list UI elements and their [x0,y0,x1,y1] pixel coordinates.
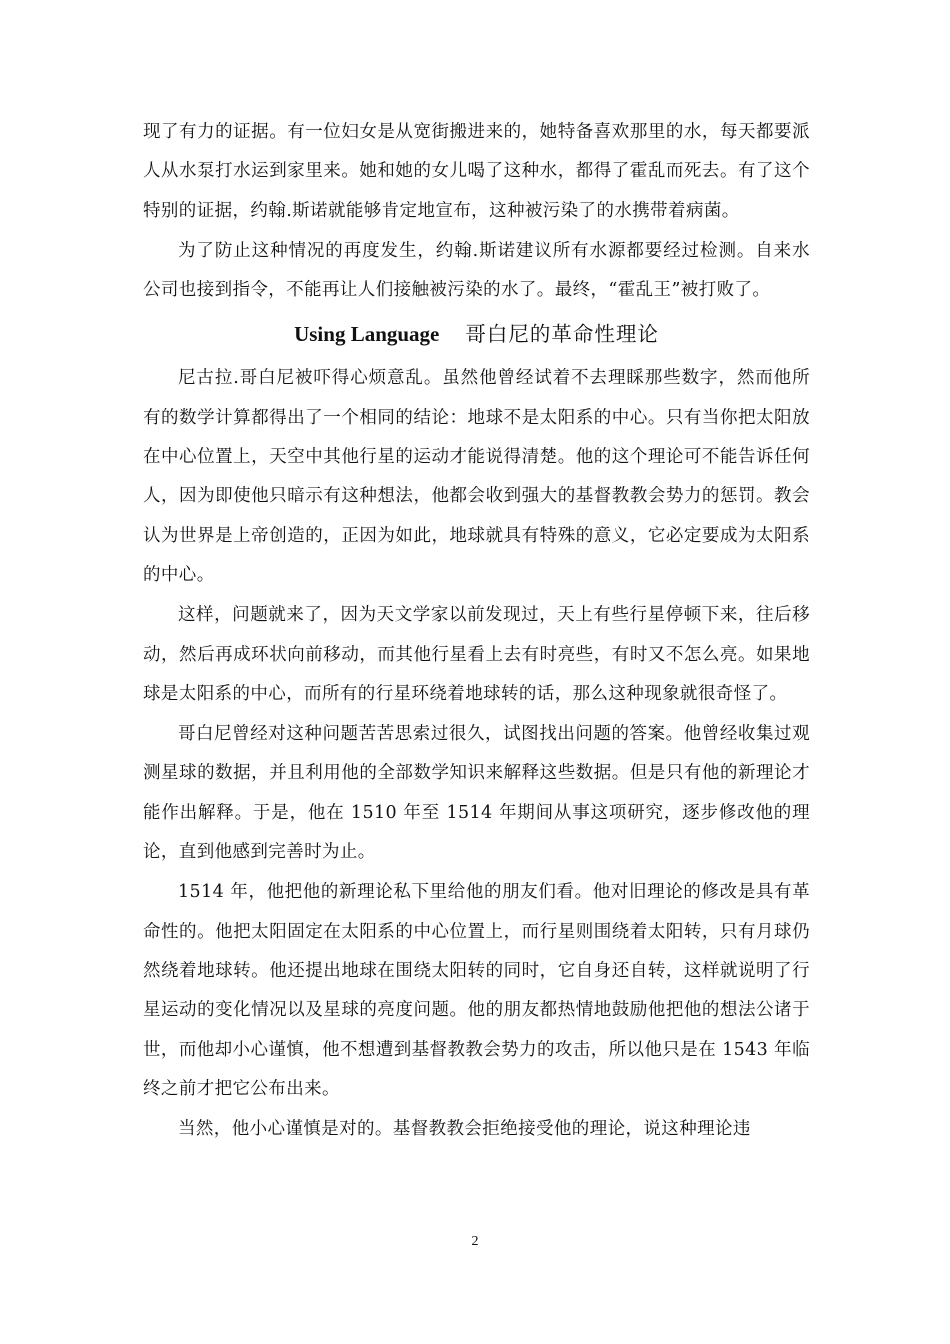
section-heading [143,312,810,356]
section-heading-chinese: 哥白尼的革命性理论 [465,322,659,347]
paragraph-water-testing: 为了防止这种情况的再度发生，约翰.斯诺建议所有水源都要经过检测。自来水公司也接到指令，不能再让人们接触被污染的水了。最终，“霍乱王”被打败了。 [143,240,810,301]
section-heading-english: Using Language [294,322,440,347]
paragraph-cholera-evidence: 现了有力的证据。有一位妇女是从宽街搬进来的，她特备喜欢那里的水，每天都要派人从水泵打水运到家里来。她和她的女儿喝了这种水，都得了霍乱而死去。有了这个特别的证据，约翰.斯诺就能够肯定地宣布，这种被污染了的水携带着病菌。 [143,122,810,221]
paragraph-copernicus-intro: 尼古拉.哥白尼被吓得心烦意乱。虽然他曾经试着不去理睬那些数字，然而他所有的数学计算都得出了一个相同的结论：地球不是太阳系的中心。只有当你把太阳放在中心位置上，天空中其他行星的运动才能说得清楚。他的这个理论可不能告诉任何人，因为即使他只暗示有这种想法，他都会收到强大的基督教教会势力的惩罚。教会认为世界是上帝创造的，正因为如此，地球就具有特殊的意义，它必定要成为太阳系的中心。 [143,368,810,585]
paragraph-church-rejection: 当然，他小心谨慎是对的。基督教教会拒绝接受他的理论，说这种理论违 [178,1119,751,1140]
paragraph-new-theory: 1514 年，他把他的新理论私下里给他的朋友们看。他对旧理论的修改是具有革命性的。他把太阳固定在太阳系的中心位置上，而行星则围绕着太阳转，只有月球仍然绕着地球转。他还提出地球在围绕太阳转的同时，它自身还自转，这样就说明了行星运动的变化情况以及星球的亮度问题。他的朋友都热情地鼓励他把他的想法公诸于世，而他却小心谨慎，他不想遭到基督教教会势力的攻击，所以他只是在 1543 年临终之前才把它公布出来。 [143,882,810,1099]
page-number: 2 [471,1234,479,1249]
paragraph-research-period: 哥白尼曾经对这种问题苦苦思索过很久，试图找出问题的答案。他曾经收集过观测星球的数据，并且利用他的全部数学知识来解释这些数据。但是只有他的新理论才能作出解释。于是，他在 1510 年至 1514 年期间从事这项研究，逐步修改他的理论，直到他感到完善时为止。 [143,724,810,863]
paragraph-planet-motion: 这样，问题就来了，因为天文学家以前发现过，天上有些行星停顿下来，往后移动，然后再成环状向前移动，而其他行星看上去有时亮些，有时又不怎么亮。如果地球是太阳系的中心，而所有的行星环绕着地球转的话，那么这种现象就很奇怪了。 [143,605,810,704]
document-body [143,113,810,1150]
